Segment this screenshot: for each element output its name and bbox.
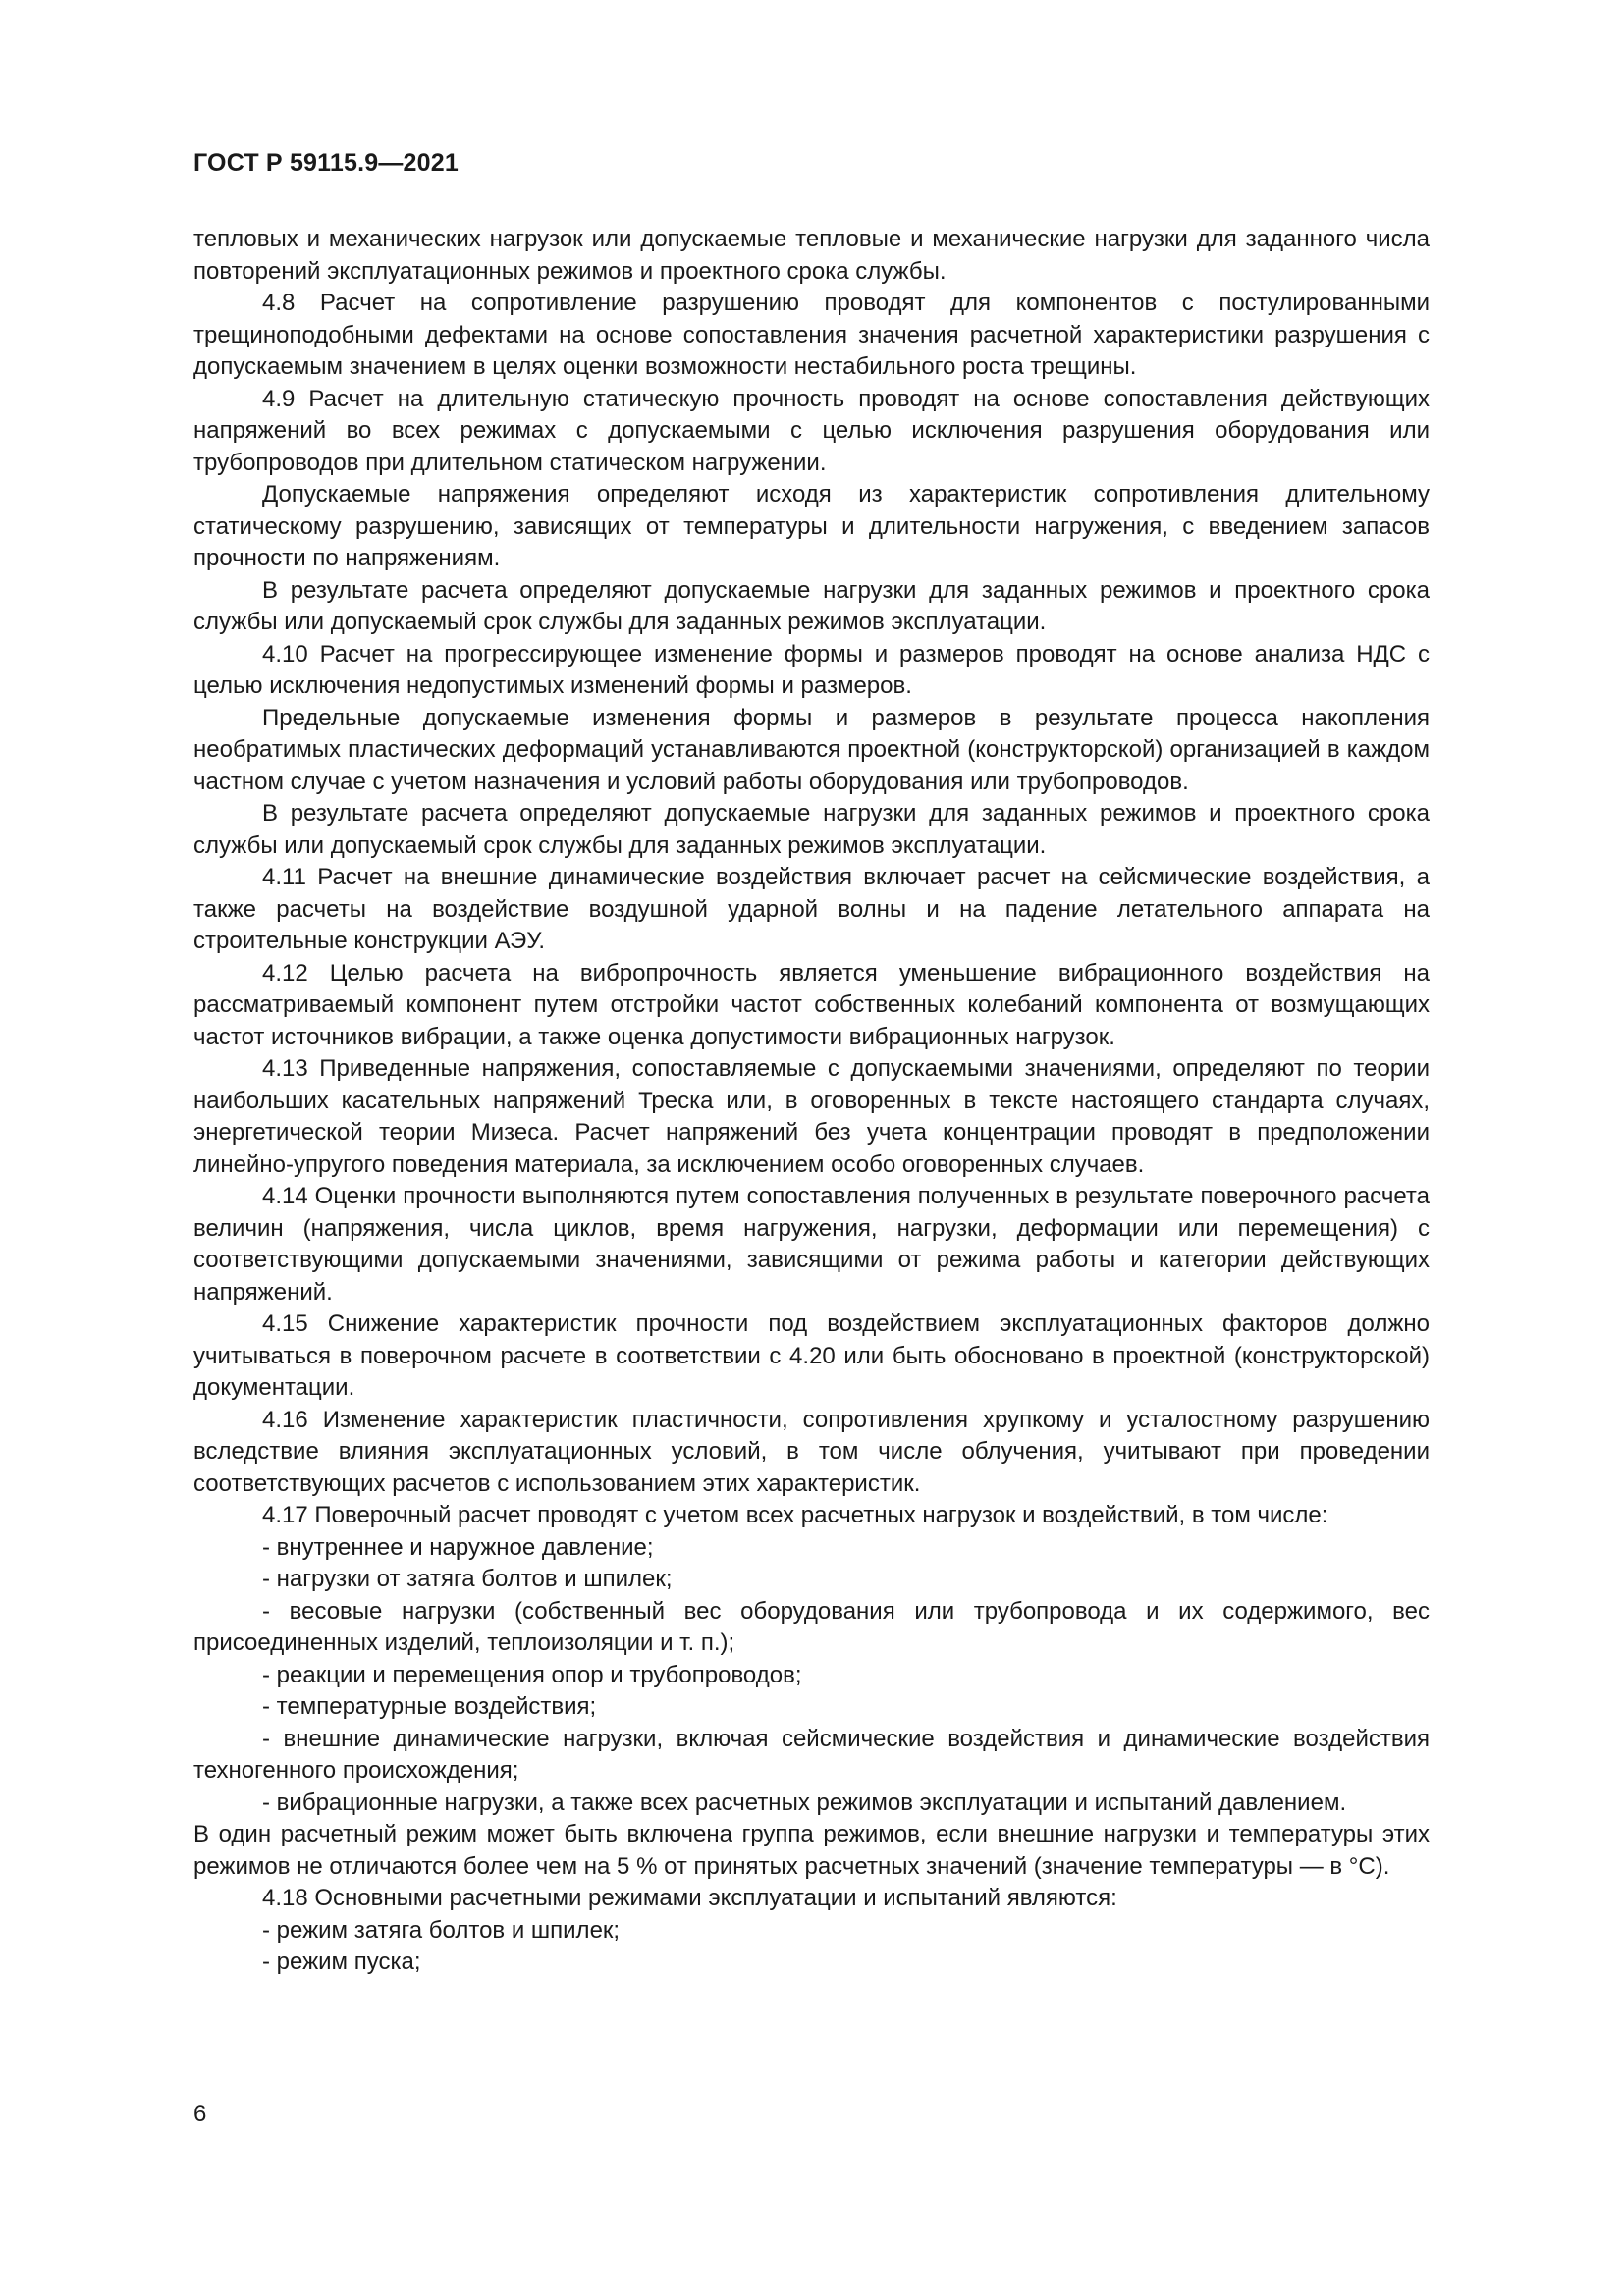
document-body (193, 224, 1430, 1979)
paragraph-4-11: 4.11 Расчет на внешние динамические воздействия включает расчет на сейсмические воздействия, а также расчеты на воздействие воздушной ударной волны и на падение летательного аппарата на строительные конструкции АЭУ. (193, 864, 1430, 954)
document-header: ГОСТ Р 59115.9—2021 (193, 149, 459, 177)
paragraph-4-8: 4.8 Расчет на сопротивление разрушению проводят для компонентов с постулированными трещиноподобными дефектами на основе сопоставления значения расчетной характеристики разрушения с допускаемым значением в целях оценки возможности нестабильного роста трещины. (193, 290, 1430, 380)
list-item: - вибрационные нагрузки, а также всех расчетных режимов эксплуатации и испытаний давлением. (262, 1789, 1347, 1816)
list-item: - режим затяга болтов и шпилек; (262, 1916, 621, 1944)
list-item: - весовые нагрузки (собственный вес оборудования или трубопровода и их содержимого, вес присоединенных изделий, теплоизоляции и т. п.); (193, 1597, 1430, 1656)
paragraph-4-10: 4.10 Расчет на прогрессирующее изменение формы и размеров проводят на основе анализа НДС с целью исключения недопустимых изменений формы и размеров. (193, 640, 1430, 699)
paragraph-4-15: 4.15 Снижение характеристик прочности под воздействием эксплуатационных факторов должно учитываться в поверочном расчете в соответствии с 4.20 или быть обосновано в проектной (конструкторской) документации. (193, 1310, 1430, 1401)
paragraph-4-14: 4.14 Оценки прочности выполняются путем сопоставления полученных в результате поверочного расчета величин (напряжения, числа циклов, время нагружения, нагрузки, деформации или перемещения) с соответствующими допускаемыми значениями, зависящими от режима работы и категории действующих напряжений. (193, 1183, 1430, 1306)
paragraph: В результате расчета определяют допускаемые нагрузки для заданных режимов и проектного срока службы или допускаемый срок службы для заданных режимов эксплуатации. (193, 576, 1430, 635)
paragraph-continuation: В один расчетный режим может быть включена группа режимов, если внешние нагрузки и температуры этих режимов не отличаются более чем на 5 % от принятых расчетных значений (значение температуры — в °C). (193, 1821, 1430, 1880)
paragraph-4-9: 4.9 Расчет на длительную статическую прочность проводят на основе сопоставления действующих напряжений во всех режимах с допускаемыми с целью исключения разрушения оборудования или трубопроводов при длительном статическом нагружении. (193, 385, 1430, 476)
paragraph-4-17: 4.17 Поверочный расчет проводят с учетом всех расчетных нагрузок и воздействий, в том числе: (262, 1502, 1328, 1528)
list-item: - режим пуска; (262, 1949, 421, 1975)
paragraph-4-18: 4.18 Основными расчетными режимами эксплуатации и испытаний являются: (262, 1885, 1117, 1911)
paragraph: В результате расчета определяют допускаемые нагрузки для заданных режимов и проектного срока службы или допускаемый срок службы для заданных режимов эксплуатации. (193, 800, 1430, 859)
list-item: - нагрузки от затяга болтов и шпилек; (262, 1566, 673, 1592)
list-item: - внешние динамические нагрузки, включая сейсмические воздействия и динамические воздействия техногенного происхождения; (193, 1725, 1430, 1784)
page-number: 6 (193, 2101, 207, 2127)
paragraph-4-12: 4.12 Целью расчета на вибропрочность является уменьшение вибрационного воздействия на рассматриваемый компонент путем отстройки частот собственных колебаний компонента от возмущающих частот источников вибрации, а также оценка допустимости вибрационных нагрузок. (193, 959, 1430, 1050)
list-item: - реакции и перемещения опор и трубопроводов; (262, 1661, 802, 1688)
list-item: - внутреннее и наружное давление; (262, 1533, 654, 1561)
paragraph: Предельные допускаемые изменения формы и размеров в результате процесса накопления необратимых пластических деформаций устанавливаются проектной (конструкторской) организацией в каждом частном случае с учетом назначения и условий работы оборудования или трубопроводов. (193, 704, 1430, 795)
list-item: - температурные воздействия; (262, 1693, 597, 1720)
paragraph: Допускаемые напряжения определяют исходя из характеристик сопротивления длительному статическому разрушению, зависящих от температуры и длительности нагружения, с введением запасов прочности по напряжениям. (193, 481, 1430, 571)
paragraph-4-13: 4.13 Приведенные напряжения, сопоставляемые с допускаемыми значениями, определяют по теории наибольших касательных напряжений Треска или, в оговоренных в тексте настоящего стандарта случаях, энергетической теории Мизеса. Расчет напряжений без учета концентрации проводят в предположении линейно-упругого поведения материала, за исключением особо оговоренных случаев. (193, 1055, 1430, 1178)
paragraph-4-16: 4.16 Изменение характеристик пластичности, сопротивления хрупкому и усталостному разрушению вследствие влияния эксплуатационных условий, в том числе облучения, учитывают при проведении соответствующих расчетов с использованием этих характеристик. (193, 1406, 1430, 1497)
paragraph-continuation: тепловых и механических нагрузок или допускаемые тепловые и механические нагрузки для заданного числа повторений эксплуатационных режимов и проектного срока службы. (193, 226, 1430, 285)
